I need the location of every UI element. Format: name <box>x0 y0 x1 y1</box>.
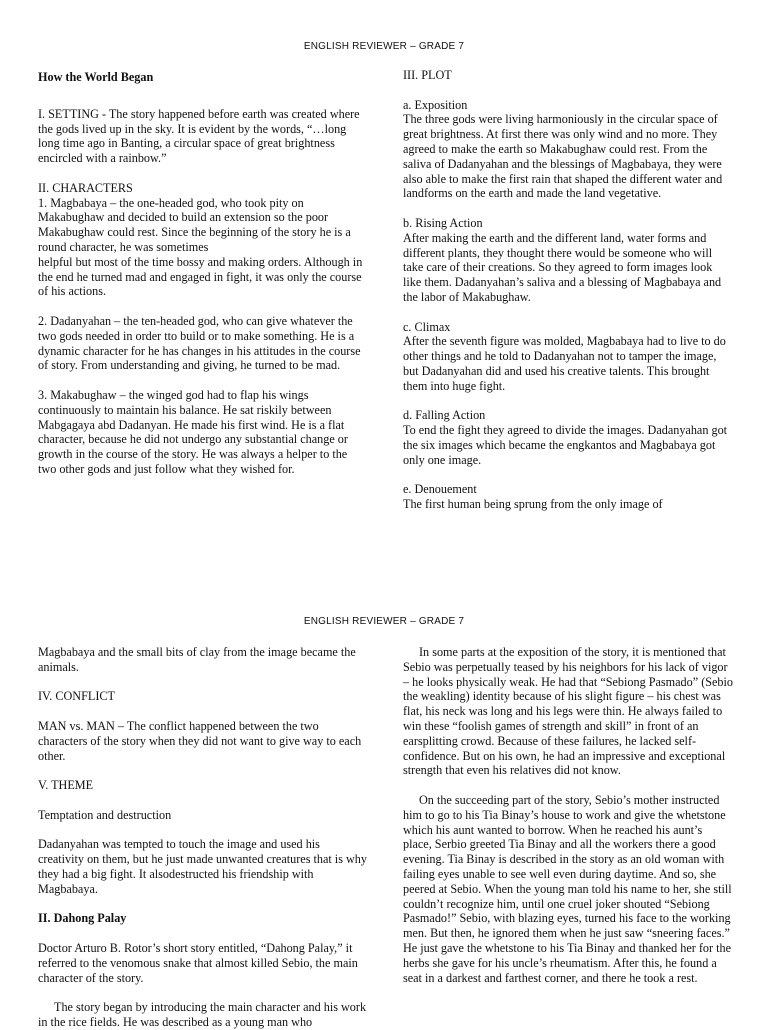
falling-action-paragraph: To end the fight they agreed to divide the images. Dadanyahan got the six images which became the engkantos and Magbabaya got only one image. <box>403 423 728 467</box>
right-column <box>403 645 733 985</box>
climax-paragraph: After the seventh figure was molded, Magbabaya had to live to do other things and he told to Dadanyahan not to tamper the image, but Dadanyahan did and used his creative talents. This brought them into huge fight. <box>403 334 726 393</box>
continuation-paragraph: Magbabaya and the small bits of clay from the image became the animals. <box>38 645 356 674</box>
theme-heading: V. THEME <box>38 778 94 793</box>
rising-action-paragraph: After making the earth and the different land, water forms and different plants, they thought there would be someone who will take care of their creations. So they agreed to form images look like them. Dadanyahan’s saliva and a blessing of Magbabaya and the labor of Makabughaw. <box>403 230 722 304</box>
right-column <box>403 68 733 512</box>
sebio-succeeding-paragraph: On the succeeding part of the story, Sebio’s mother instructed him to go to his Tia Binay’s house to work and give the whetstone which his aunt wanted to borrow. When he reached his aunt’s place, Serbio greeted Tia Binay and all the workers there a good evening. Tia Binay is described in the story as an old woman with failing eyes unable to see well even during daytime. And so, she peered at Sebio. When the young man told his name to her, she still couldn’t recognize him, until one cruel joker shouted “Sebiong Pasmado!” Sebio, with blazing eyes, turned his face to the working men. But then, he ignored them when he just saw “sneering faces.” He just gave the whetstone to his Tia Binay and thanked her for the herbs she gave for his uncle’s rheumatism. After this, he found a seat in a darkest and farthest corner, and there he took a rest. <box>403 792 732 985</box>
character-magbabaya-b: helpful but most of the time bossy and making orders. Although in the end he turned mad and engaged in fight, it was only the course of his actions. <box>38 254 363 299</box>
dahong-palay-intro: Doctor Arturo B. Rotor’s short story entitled, “Dahong Palay,” it referred to the venomous snake that almost killed Sebio, the main character of the story. <box>38 940 358 985</box>
theme-paragraph: Dadanyahan was tempted to touch the image and used his creativity on them, but he just made unwanted creatures that is why they had a big fight. It alsodestructed his friendship with Magbabaya. <box>38 837 367 896</box>
conflict-heading: IV. CONFLICT <box>38 689 115 704</box>
page-header: ENGLISH REVIEWER – GRADE 7 <box>303 41 465 52</box>
exposition-heading: a. Exposition <box>403 97 468 112</box>
conflict-paragraph: MAN vs. MAN – The conflict happened between the two characters of the story when they did not want to give way to each other. <box>38 718 362 763</box>
denouement-paragraph: The first human being sprung from the only image of <box>403 497 663 512</box>
characters-heading: II. CHARACTERS <box>38 180 133 195</box>
setting-paragraph: I. SETTING - The story happened before earth was created where the gods lived up in the sky. It is evident by the words, “…long long time ago in Banting, a circular space of great brightness encircled with a rainbow.” <box>38 106 360 166</box>
character-magbabaya-a: 1. Magbabaya – the one-headed god, who took pity on Makabughaw and decided to build an extension so the poor Makabughaw could rest. Since the beginning of the story he is a round character, he was sometimes <box>38 195 351 254</box>
left-column <box>38 645 368 1030</box>
dahong-palay-title: II. Dahong Palay <box>38 911 127 926</box>
reviewer-page-2 <box>0 574 768 1029</box>
denouement-heading: e. Denouement <box>403 482 477 497</box>
character-dadanyahan: 2. Dadanyahan – the ten-headed god, who can give whatever the two gods needed in order tto build or to make something. He is a dynamic character for he has changes in his attitudes in the course of story. From understanding and giving, he turned to be mad. <box>38 313 361 373</box>
page-header: ENGLISH REVIEWER – GRADE 7 <box>303 616 465 627</box>
falling-action-heading: d. Falling Action <box>403 408 486 423</box>
theme-value: Temptation and destruction <box>38 807 172 822</box>
left-column <box>38 70 368 492</box>
plot-heading: III. PLOT <box>403 68 452 82</box>
exposition-paragraph: The three gods were living harmoniously in the circular space of great brightness. At first there was only wind and no more. They agreed to make the earth so Makabughaw could rest. From the saliva of Dadanyahan and the blessings of Magbabaya, they were also able to make the first rain that shaped the different water and landforms on the earth and made the land vegetative. <box>403 112 723 201</box>
story-title: How the World Began <box>38 70 154 84</box>
rising-action-heading: b. Rising Action <box>403 215 483 230</box>
sebio-exposition-paragraph: In some parts at the exposition of the story, it is mentioned that Sebio was perpetually teased by his neighbors for his lack of vigor – he looks physically weak. He had that “Sebiong Pasmado” (Sebio the weakling) identity because of his slight figure – his chest was flat, his neck was long and his legs were thin. He always failed to win these “foolish games of strength and skill” in front of an earsplitting crowd. Because of these failures, he lacked self-confidence. But on his own, he had an impressive and exceptional strength that even his relatives did not know. <box>403 645 734 778</box>
dahong-palay-began: The story began by introducing the main character and his work in the rice fields. He was described as a young man who <box>38 1000 367 1029</box>
character-makabughaw: 3. Makabughaw – the winged god had to flap his wings continuously to maintain his balance. He sat riskily between Mabgagaya abd Dadanyan. He made his first wind. He is a flat character, because he did not undergo any substantial change or growth in the course of the story. He was always a helper to the two other gods and just follow what they wished for. <box>38 387 348 476</box>
climax-heading: c. Climax <box>403 319 451 334</box>
